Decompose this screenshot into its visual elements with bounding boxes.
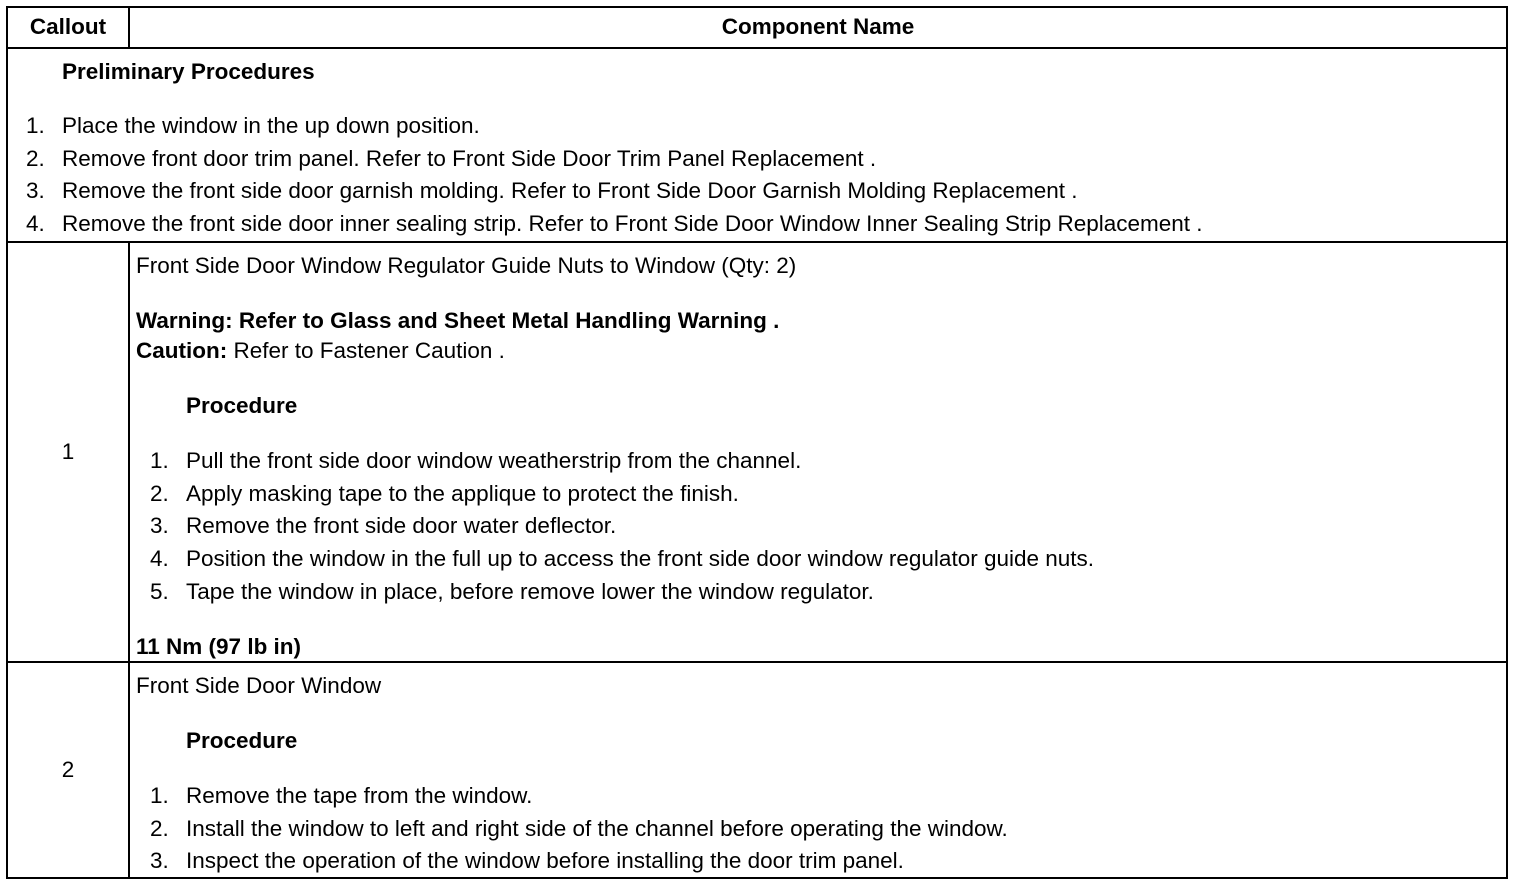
step-text: Remove the front side door inner sealing strip. Refer to Front Side Door Window Inner Sealing Strip Replacement .	[62, 211, 1203, 237]
component-name: Front Side Door Window Regulator Guide Nuts to Window (Qty: 2)	[136, 253, 797, 278]
procedure-title: Procedure	[186, 393, 298, 418]
preliminary-title: Preliminary Procedures	[62, 59, 315, 84]
component-name: Front Side Door Window	[136, 673, 382, 698]
torque-spec: 11 Nm (97 lb in)	[136, 634, 302, 659]
header-component-name: Component Name	[129, 7, 1507, 48]
step-number: 1.	[150, 783, 169, 808]
header-callout: Callout	[7, 7, 129, 48]
step-text: Inspect the operation of the window before installing the door trim panel.	[186, 848, 904, 874]
step-number: 2.	[150, 480, 169, 506]
component-cell	[129, 242, 1507, 662]
step-text: Install the window to left and right side of the channel before operating the window.	[186, 815, 1008, 841]
step-number: 4.	[150, 546, 169, 572]
step-text: Position the window in the full up to access the front side door window regulator guide nuts.	[186, 546, 1095, 572]
step-number: 4.	[26, 211, 45, 237]
callout-number: 2	[7, 662, 129, 878]
component-cell	[129, 662, 1507, 878]
header-row	[7, 7, 1507, 48]
procedure-table	[6, 6, 1508, 879]
step-number: 2.	[26, 145, 45, 171]
step-number: 2.	[150, 815, 169, 841]
step-text: Place the window in the up down position.	[62, 113, 480, 138]
step-number: 3.	[150, 848, 169, 874]
step-number: 3.	[26, 178, 45, 204]
table-row	[7, 662, 1507, 878]
caution-body: Refer to Fastener Caution .	[227, 338, 505, 363]
step-text: Tape the window in place, before remove lower the window regulator.	[186, 578, 874, 604]
step-text: Remove the front side door garnish molding. Refer to Front Side Door Garnish Molding Replacement .	[62, 178, 1078, 204]
caution-text	[136, 340, 505, 363]
table-row	[7, 242, 1507, 662]
step-text: Apply masking tape to the applique to protect the finish.	[186, 480, 739, 506]
step-text: Remove the tape from the window.	[186, 783, 533, 808]
step-number: 5.	[150, 578, 169, 604]
step-number: 1.	[26, 113, 45, 138]
preliminary-row	[7, 48, 1507, 242]
warning-text: Warning: Refer to Glass and Sheet Metal Handling Warning .	[136, 308, 780, 333]
preliminary-cell	[7, 48, 1507, 242]
step-text: Pull the front side door window weatherstrip from the channel.	[186, 448, 802, 473]
callout-number: 1	[7, 242, 129, 662]
caution-label: Caution:	[136, 338, 228, 363]
step-number: 1.	[150, 448, 169, 473]
procedure-title: Procedure	[186, 728, 298, 753]
step-text: Remove front door trim panel. Refer to Front Side Door Trim Panel Replacement .	[62, 145, 877, 171]
step-number: 3.	[150, 513, 169, 539]
step-text: Remove the front side door water deflector.	[186, 513, 617, 539]
